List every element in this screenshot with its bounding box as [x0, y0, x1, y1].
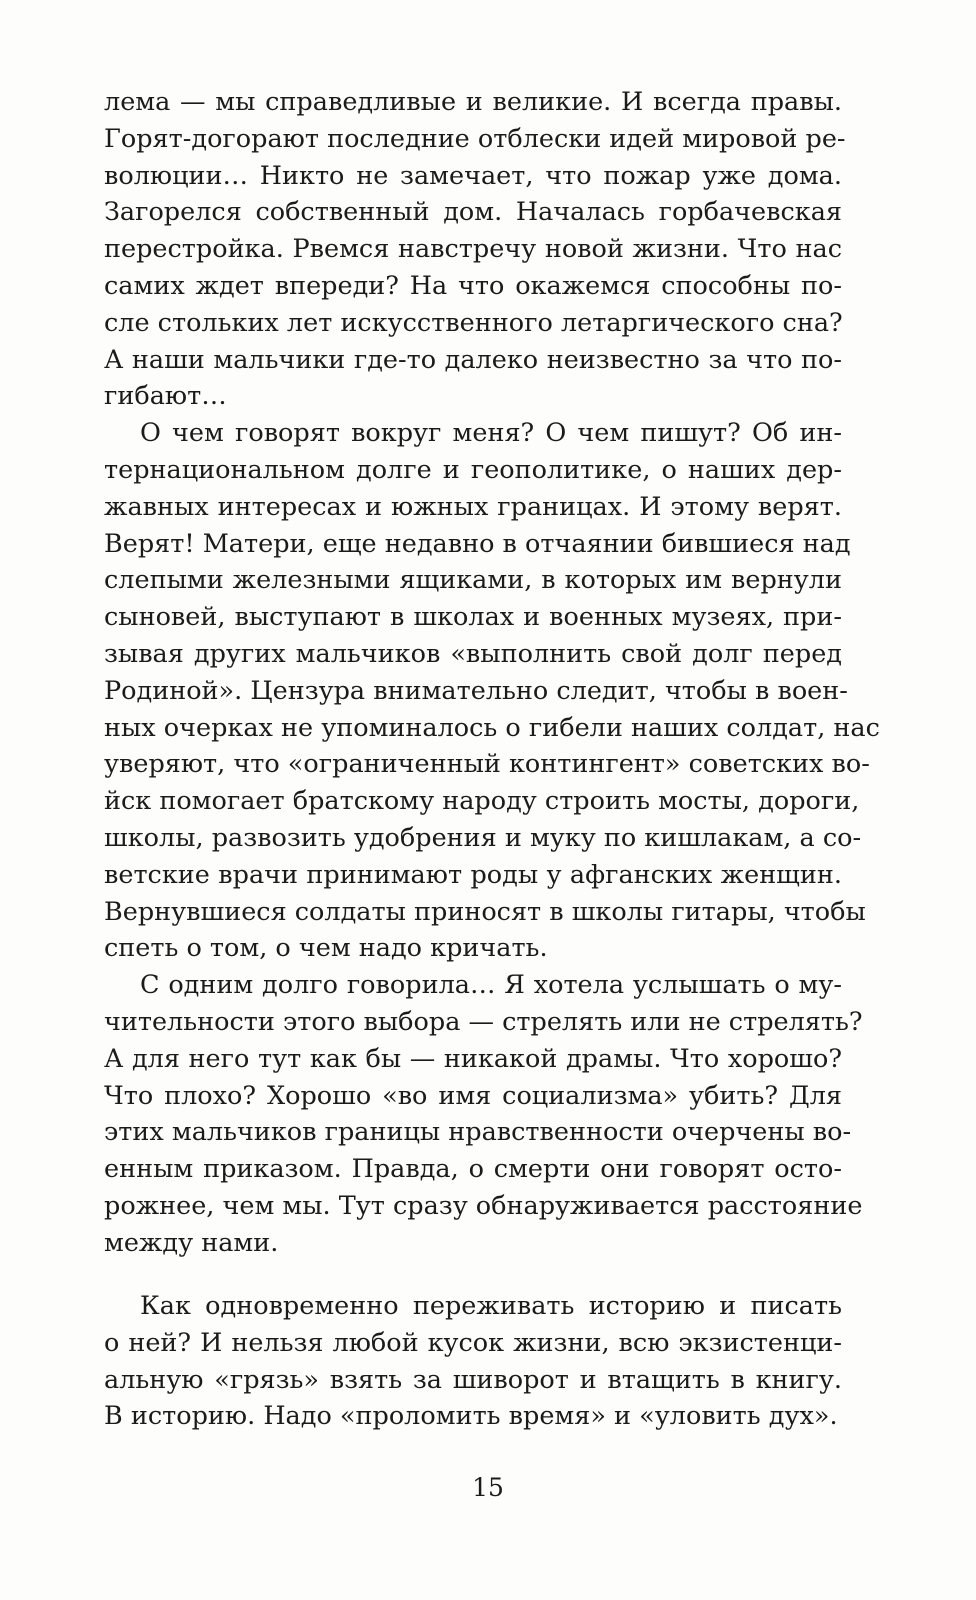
text-line: рожнее, чем мы. Тут сразу обнаруживается расстояние	[104, 1190, 863, 1221]
text-line: школы, развозить удобрения и муку по кишлакам, а со-	[104, 822, 862, 853]
text-line: А наши мальчики где-то далеко неизвестно за что по-	[104, 344, 842, 375]
section-text-block	[104, 1288, 842, 1435]
text-line: этих мальчиков границы нравственности очерчены во-	[104, 1117, 852, 1148]
text-line: сле стольких лет искусственного летаргического сна?	[104, 307, 843, 338]
text-line: йск помогает братскому народу строить мосты, дороги,	[104, 786, 860, 817]
text-line: альную «грязь» взять за шиворот и втащить в книгу.	[104, 1364, 842, 1395]
text-line: Верят! Матери, еще недавно в отчаянии бившиеся над	[104, 528, 851, 559]
text-line: С одним долго говорила… Я хотела услышать о му-	[140, 970, 842, 1001]
text-line: чительности этого выбора — стрелять или не стрелять?	[104, 1006, 863, 1037]
text-line: ных очерках не упоминалось о гибели наших солдат, нас	[104, 712, 880, 743]
text-line: сыновей, выступают в школах и военных музеях, при-	[104, 602, 842, 633]
text-line: енным приказом. Правда, о смерти они говорят осто-	[104, 1154, 842, 1185]
text-line: Как одновременно переживать историю и писать	[140, 1291, 842, 1321]
paragraph-3	[104, 967, 863, 1261]
text-line: спеть о том, о чем надо кричать.	[104, 933, 548, 964]
main-text-block	[104, 84, 880, 1262]
text-line: В историю. Надо «проломить время» и «уловить дух».	[104, 1401, 838, 1432]
text-line: самих ждет впереди? На что окажемся способны по-	[104, 270, 842, 301]
text-line: гибают…	[104, 381, 227, 412]
text-line: тернациональном долге и геополитике, о наших дер-	[104, 454, 842, 485]
text-line: о ней? И нельзя любой кусок жизни, всю экзистенци-	[104, 1327, 842, 1358]
text-line: О чем говорят вокруг меня? О чем пишут? Об ин-	[140, 418, 842, 449]
text-line: Что плохо? Хорошо «во имя социализма» убить? Для	[104, 1080, 842, 1111]
paragraph-1	[104, 84, 846, 415]
page-number: 15	[472, 1473, 504, 1502]
text-line: перестройка. Рвемся навстречу новой жизни. Что нас	[104, 234, 842, 265]
text-line: слепыми железными ящиками, в которых им вернули	[104, 565, 842, 596]
text-line: ветские врачи принимают роды у афганских женщин.	[104, 859, 842, 890]
text-line: зывая других мальчиков «выполнить свой долг перед	[104, 638, 842, 669]
text-line: жавных интересах и южных границах. И этому верят.	[104, 491, 842, 522]
text-line: лема — мы справедливые и великие. И всегда правы.	[104, 87, 842, 117]
text-line: А для него тут как бы — никакой драмы. Что хорошо?	[104, 1043, 842, 1074]
paragraph-2	[104, 415, 880, 967]
paragraph-4	[104, 1288, 842, 1435]
text-line: между нами.	[104, 1227, 279, 1258]
text-line: Вернувшиеся солдаты приносят в школы гитары, чтобы	[104, 896, 866, 927]
text-line: Родиной». Цензура внимательно следит, чтобы в воен-	[104, 675, 848, 706]
text-line: Горят-догорают последние отблески идей мировой ре-	[104, 123, 846, 154]
text-line: уверяют, что «ограниченный контингент» советских во-	[104, 749, 870, 780]
text-line: Загорелся собственный дом. Началась горбачевская	[104, 197, 842, 228]
text-line: волюции… Никто не замечает, что пожар уже дома.	[104, 160, 842, 191]
